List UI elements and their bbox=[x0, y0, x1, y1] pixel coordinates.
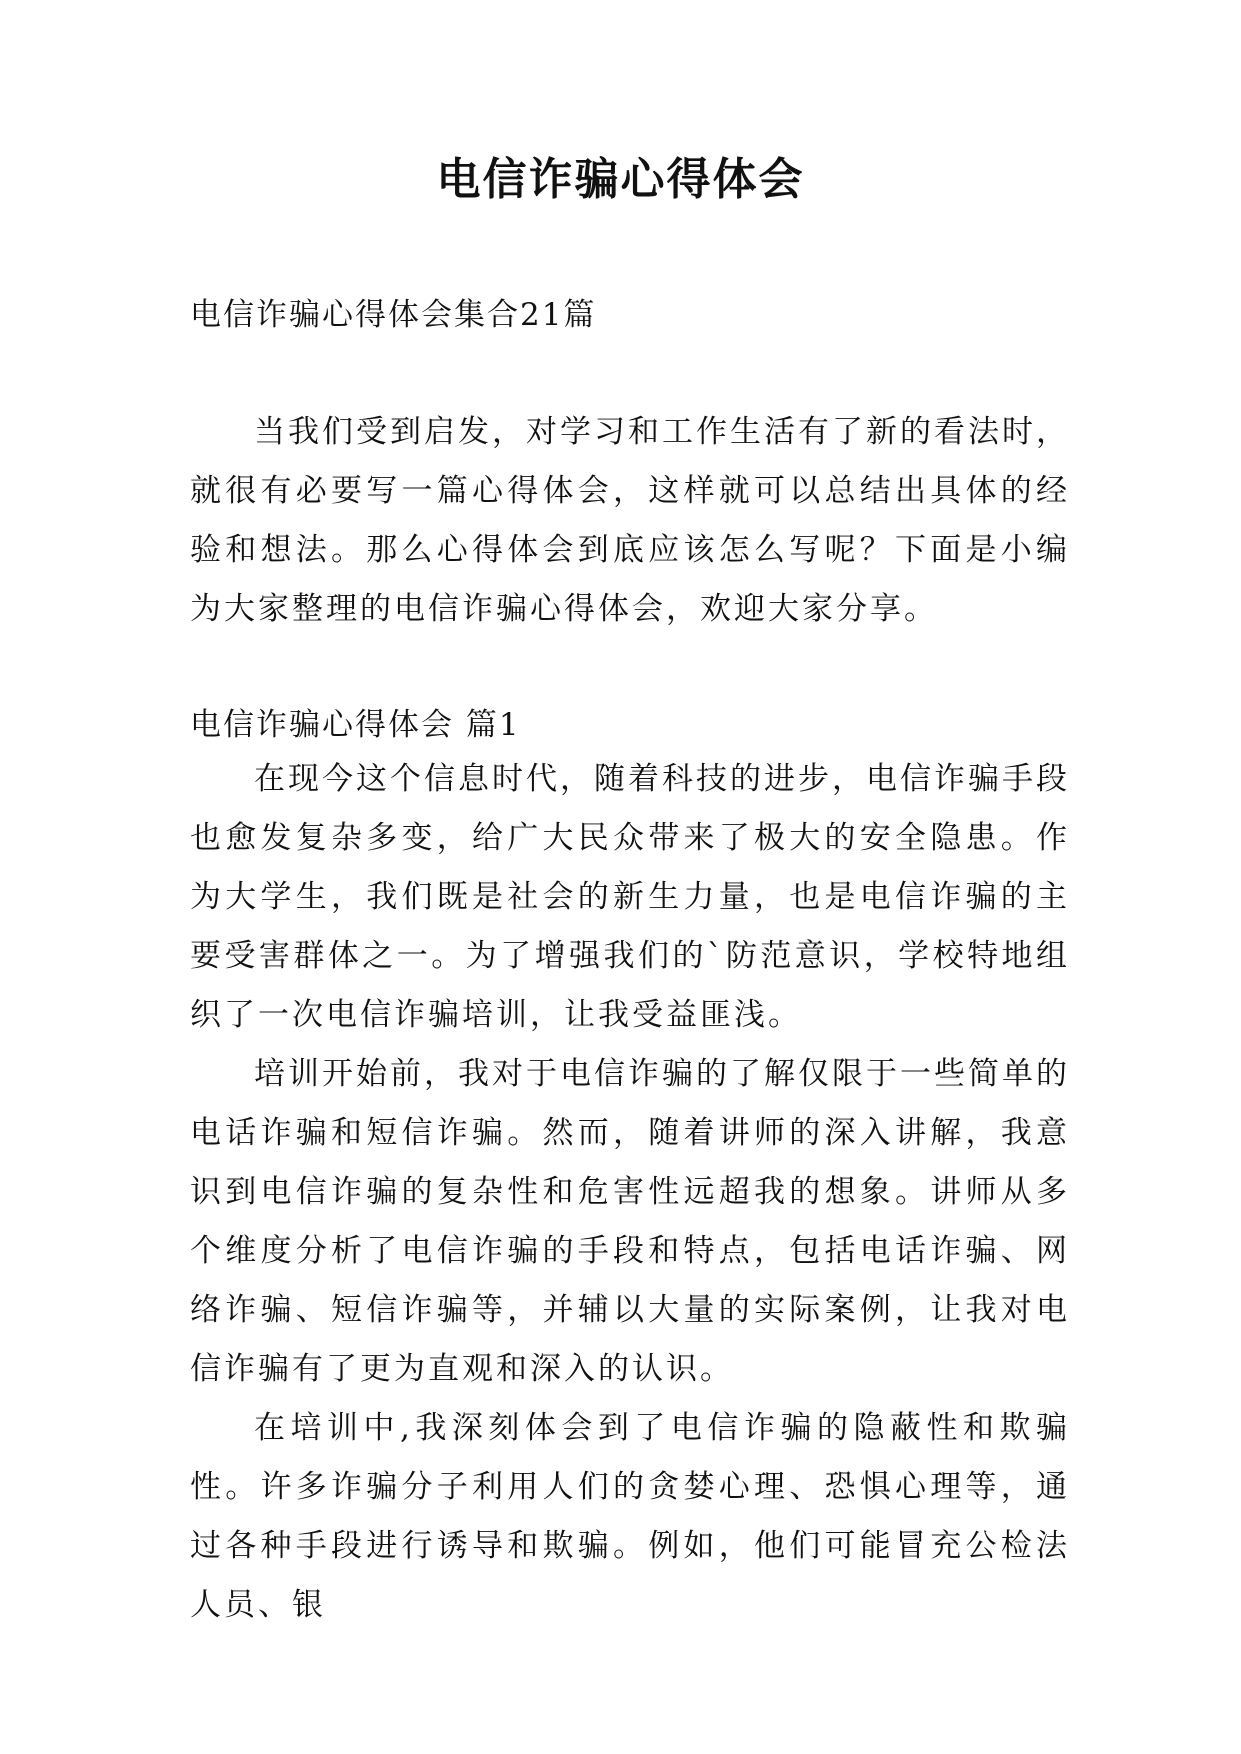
section-heading: 电信诈骗心得体会 篇1 bbox=[190, 707, 521, 743]
body-paragraph-2: 培训开始前，我对于电信诈骗的了解仅限于一些简单的电话诈骗和短信诈骗。然而，随着讲师的深入讲解，我意识到电信诈骗的复杂性和危害性远超我的想象。讲师从多个维度分析了电信诈骗的手段和特点，包括电话诈骗、网络诈骗、短信诈骗等，并辅以大量的实际案例，让我对电信诈骗有了更为直观和深入的认识。 bbox=[190, 1056, 1070, 1387]
section-body bbox=[190, 750, 1070, 1635]
document-subtitle: 电信诈骗心得体会集合21篇 bbox=[190, 297, 597, 333]
intro-paragraph: 当我们受到启发，对学习和工作生活有了新的看法时，就很有必要写一篇心得体会，这样就可以总结出具体的经验和想法。那么心得体会到底应该怎么写呢？下面是小编为大家整理的电信诈骗心得体会，欢迎大家分享。 bbox=[190, 414, 1070, 627]
body-paragraph-3: 在培训中,我深刻体会到了电信诈骗的隐蔽性和欺骗性。许多诈骗分子利用人们的贪婪心理、恐惧心理等，通过各种手段进行诱导和欺骗。例如，他们可能冒充公检法人员、银 bbox=[190, 1410, 1070, 1623]
document-title: 电信诈骗心得体会 bbox=[436, 154, 805, 205]
body-paragraph-1: 在现今这个信息时代，随着科技的进步，电信诈骗手段也愈发复杂多变，给广大民众带来了极大的安全隐患。作为大学生，我们既是社会的新生力量，也是电信诈骗的主要受害群体之一。为了增强我们的`防范意识，学校特地组织了一次电信诈骗培训，让我受益匪浅。 bbox=[190, 761, 1070, 1033]
intro-block bbox=[190, 403, 1070, 639]
